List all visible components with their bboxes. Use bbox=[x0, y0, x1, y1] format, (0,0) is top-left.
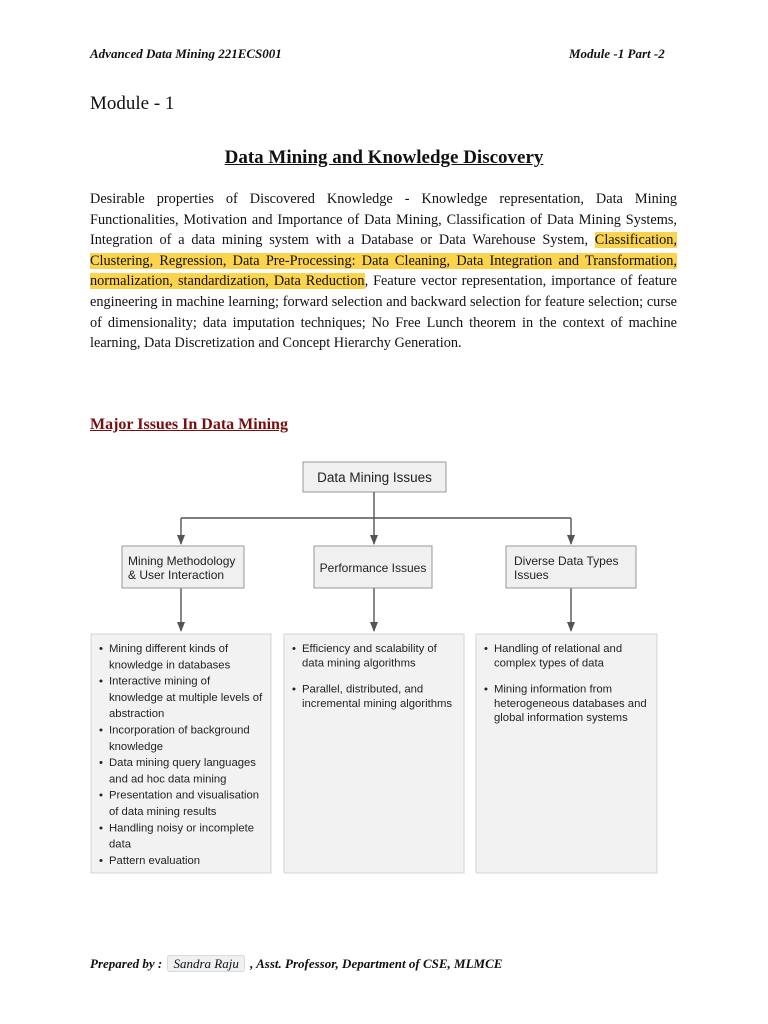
footer-suffix: , Asst. Professor, Department of CSE, MLMCE bbox=[246, 956, 503, 971]
list-item-line: of data mining results bbox=[109, 806, 217, 818]
list-item-line: Mining different kinds of bbox=[109, 643, 229, 655]
category-label-performance bbox=[320, 561, 427, 575]
list-item-line: Pattern evaluation bbox=[109, 854, 201, 867]
bullet-icon: • bbox=[292, 683, 296, 696]
footer bbox=[90, 956, 502, 972]
module-label: Module - 1 bbox=[90, 93, 175, 114]
list-item-line: knowledge in databases bbox=[109, 659, 231, 672]
root-label: Data Mining Issues bbox=[317, 470, 432, 485]
category-label-line: Performance Issues bbox=[319, 561, 427, 575]
list-item-line: Handling noisy or incomplete bbox=[109, 822, 255, 835]
category-label-line: & User Interaction bbox=[128, 568, 225, 582]
category-label-line: Diverse Data Types bbox=[514, 554, 619, 568]
bullet-icon: • bbox=[292, 643, 296, 655]
list-item-line: Handling of relational and bbox=[494, 643, 623, 655]
list-item-line: global information systems bbox=[494, 712, 628, 725]
category-label-line: Issues bbox=[514, 568, 549, 582]
list-item-line: Data mining query languages bbox=[109, 757, 256, 770]
list-item-line: knowledge bbox=[109, 740, 164, 753]
list-item-line: Mining information from bbox=[494, 683, 613, 696]
list-item-line: Incorporation of background bbox=[109, 724, 250, 737]
footer-prefix: Prepared by : bbox=[90, 956, 166, 971]
list-item-line: knowledge at multiple levels of bbox=[109, 691, 263, 704]
list-panel-diverse bbox=[476, 634, 657, 873]
syllabus-text-after: , Feature vector representation, importance of feature engineering in machine learning; forward selection and backward selection for feature selection; curse of dimensionality; data imputation techniques; No Free Lunch theorem in the context of machine learning, Data Discretization and Concept Hierarchy Generation. bbox=[90, 273, 677, 352]
list-item-line: data mining algorithms bbox=[302, 657, 416, 670]
header-module-part: Module -1 Part -2 bbox=[569, 46, 665, 61]
bullet-icon: • bbox=[484, 643, 488, 655]
syllabus-text-before: Desirable properties of Discovered Knowledge - Knowledge representation, Data Mining Functionalities, Motivation and Importance of Data Mining, Classification of Data Mining Systems, Integration of a data mining system with a Database or Data Warehouse System, bbox=[90, 191, 677, 249]
syllabus-highlighted-text: Classification, Clustering, Regression, Data Pre-Processing: Data Cleaning, Data Integration and Transformation, normalization, standardization, Data Reduction bbox=[90, 232, 677, 290]
list-item-line: heterogeneous databases and bbox=[494, 697, 647, 710]
list-item-line: Parallel, distributed, and bbox=[302, 683, 424, 696]
list-item-line: Efficiency and scalability of bbox=[302, 643, 437, 655]
bullet-icon: • bbox=[99, 643, 103, 655]
bullet-icon: • bbox=[99, 675, 103, 688]
bullet-icon: • bbox=[99, 757, 103, 770]
category-label-line: Mining Methodology bbox=[128, 554, 236, 568]
list-item-line: incremental mining algorithms bbox=[302, 697, 453, 710]
bullet-icon: • bbox=[484, 683, 488, 696]
list-item-line: data bbox=[109, 838, 131, 851]
category-label-methodology bbox=[128, 554, 239, 582]
bullet-icon: • bbox=[99, 822, 103, 835]
list-item-line: Interactive mining of bbox=[109, 675, 211, 688]
list-item-line: and ad hoc data mining bbox=[109, 773, 227, 786]
author-name: Sandra Raju bbox=[167, 955, 244, 972]
bullet-icon: • bbox=[99, 789, 103, 802]
header-course-title: Advanced Data Mining 221ECS001 bbox=[90, 46, 282, 61]
bullet-icon: • bbox=[99, 724, 103, 737]
list-item-line: complex types of data bbox=[494, 657, 604, 670]
section-heading-major-issues: Major Issues In Data Mining bbox=[90, 416, 288, 433]
bullet-icon: • bbox=[99, 854, 103, 867]
list-item-line: abstraction bbox=[109, 708, 165, 721]
page-title: Data Mining and Knowledge Discovery bbox=[224, 147, 544, 168]
list-item-line: Presentation and visualisation bbox=[109, 789, 260, 802]
list-panel-performance bbox=[284, 634, 464, 873]
